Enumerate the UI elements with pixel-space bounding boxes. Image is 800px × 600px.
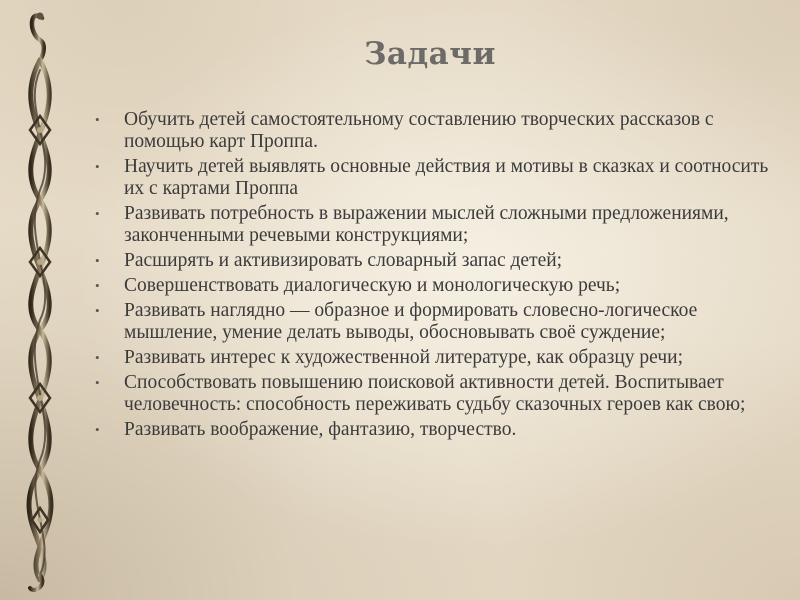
task-item	[92, 203, 782, 247]
slide-title: Задачи	[364, 36, 496, 72]
task-text: Развивать интерес к художественной литературе, как образцу речи;	[124, 347, 683, 368]
bullet-icon: •	[95, 253, 100, 268]
celtic-knot-border-ornament-icon	[0, 0, 90, 600]
bullet-icon: •	[95, 375, 100, 390]
task-item	[92, 275, 782, 297]
task-item	[92, 300, 782, 344]
task-item	[92, 372, 782, 416]
task-text: Расширять и активизировать словарный запас детей;	[124, 250, 563, 271]
task-item	[92, 156, 782, 200]
bullet-icon: •	[95, 350, 100, 365]
task-item	[92, 419, 782, 441]
task-text: Научить детей выявлять основные действия и мотивы в сказках и соотносить их с картами Проппа	[124, 156, 769, 199]
task-text: Способствовать повышению поисковой активности детей. Воспитывает человечность: способность переживать судьбу сказочных героев как свою;	[124, 372, 746, 415]
bullet-icon: •	[95, 422, 100, 437]
task-text: Развивать наглядно — образное и формировать словесно-логическое мышление, умение делать выводы, обосновывать своё суждение;	[124, 300, 698, 343]
bullet-icon: •	[95, 206, 100, 221]
task-text: Обучить детей самостоятельному составлению творческих рассказов с помощью карт Проппа.	[124, 109, 714, 152]
bullet-icon: •	[95, 112, 100, 127]
bullet-icon: •	[95, 278, 100, 293]
task-text: Развивать потребность в выражении мыслей сложными предложениями, законченными речевыми конструкциями;	[124, 203, 729, 246]
task-item	[92, 347, 782, 369]
task-text: Совершенствовать диалогическую и монологическую речь;	[124, 275, 621, 296]
bullet-icon: •	[95, 303, 100, 318]
task-item	[92, 109, 782, 153]
task-item	[92, 250, 782, 272]
bullet-icon: •	[95, 159, 100, 174]
task-text: Развивать воображение, фантазию, творчество.	[124, 419, 517, 440]
task-list	[92, 109, 782, 444]
